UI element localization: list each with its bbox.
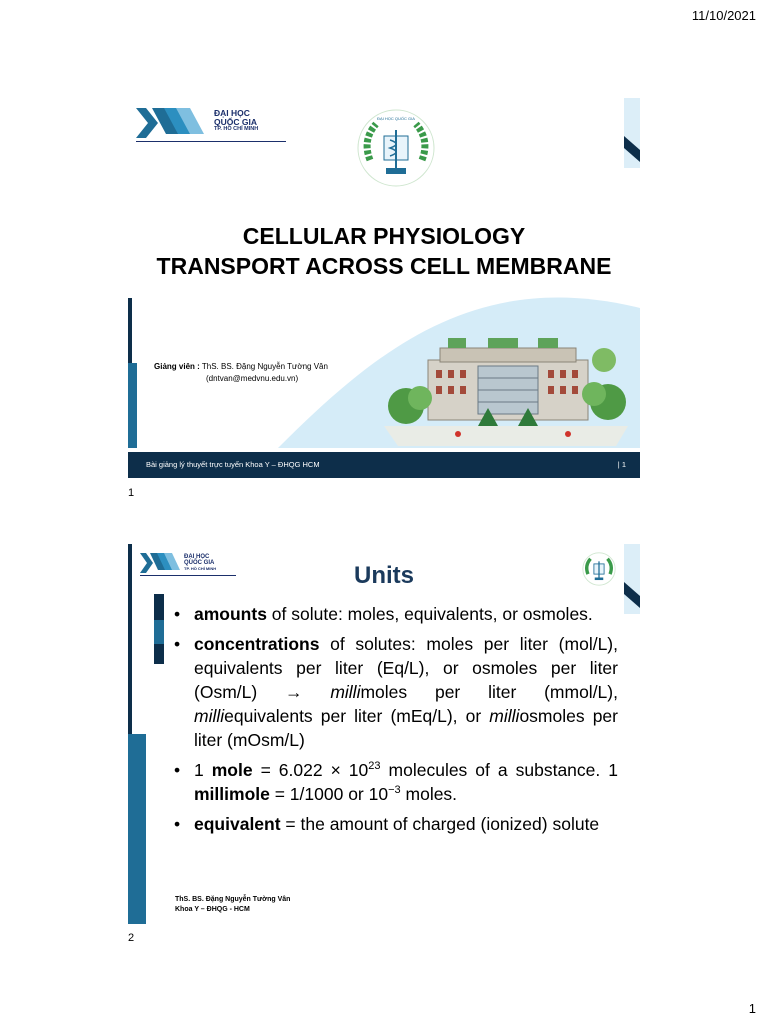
vnu-logo <box>136 106 286 142</box>
bullet-dot-icon: • <box>174 633 181 654</box>
footer-page: | 1 <box>617 460 626 469</box>
bullet-dot-icon: • <box>174 604 181 624</box>
slide-label-1: 1 <box>128 487 135 499</box>
logo-line3: TP. HỒ CHÍ MINH <box>184 565 217 571</box>
svg-text:ĐẠI HỌC QUỐC GIA: ĐẠI HỌC QUỐC GIA <box>377 116 415 121</box>
logo-line2: QUỐC GIA <box>184 560 215 567</box>
bullet-amounts: • amounts of solute: moles, equivalents, or osmoles. <box>172 603 618 627</box>
slide-title-line1: CELLULAR PHYSIOLOGY <box>242 223 526 249</box>
footer-line2: Khoa Y – ĐHQG - HCM <box>175 906 250 914</box>
page-number: 1 <box>748 1001 756 1016</box>
slide-2 <box>128 544 640 928</box>
left-bar-accent2 <box>154 620 164 644</box>
logo-divider <box>136 141 286 142</box>
logo-line1: ĐẠI HỌC <box>184 554 210 560</box>
bullet-dot-icon: • <box>174 759 181 780</box>
logo-line2: QUỐC GIA <box>214 116 257 127</box>
left-bar-blue <box>128 734 146 924</box>
page-date: 11/10/2021 <box>691 8 756 23</box>
bullet-equivalent: • equivalent = the amount of charged (ionized) solute <box>172 813 618 837</box>
vnu-logo-icon <box>136 106 214 140</box>
slide-1 <box>128 98 640 482</box>
slide-label-2: 2 <box>128 932 135 944</box>
faculty-emblem-icon <box>356 108 436 188</box>
slide-title-line2: TRANSPORT ACROSS CELL MEMBRANE <box>156 253 612 279</box>
bullet-dot-icon: • <box>174 813 181 834</box>
lecturer-name: ThS. BS. Đặng Nguyễn Tường Vân <box>199 362 328 371</box>
footer-text: Bài giảng lý thuyết trực tuyến Khoa Y – ĐHQG HCM <box>146 460 320 469</box>
bullet-list <box>172 603 618 843</box>
corner-decoration-icon <box>624 98 640 168</box>
slide-title: Units <box>354 562 414 589</box>
logo-line1: ĐẠI HỌC <box>214 108 250 118</box>
bullet-mole: • 1 mole = $6.022 \times 10^{23}$ molecules of a substance. 1 millimole = 1/1000 or $10^{-3}$ moles. <box>174 759 618 804</box>
slide-footer-bar <box>128 452 640 478</box>
slide-footer <box>175 895 290 915</box>
building-illustration <box>378 330 633 452</box>
logo-line3: TP. HỒ CHÍ MINH <box>214 125 259 132</box>
lecturer-label: Giảng viên : <box>154 362 200 371</box>
footer-line1: ThS. BS. Đặng Nguyễn Tường Vân <box>175 896 291 903</box>
lecturer-info <box>154 362 328 371</box>
lecturer-email: (dntvan@medvnu.edu.vn) <box>206 374 299 383</box>
bullet-concentrations: • concentrations of solutes: moles per liter (mol/L), equivalents per liter (Eq/L), or osmoles per liter (Osm/L) → millimoles per liter (mmol/L), milliequivalents per liter (mEq/L), or milliosmoles per liter (mOsm/L) <box>174 633 618 750</box>
